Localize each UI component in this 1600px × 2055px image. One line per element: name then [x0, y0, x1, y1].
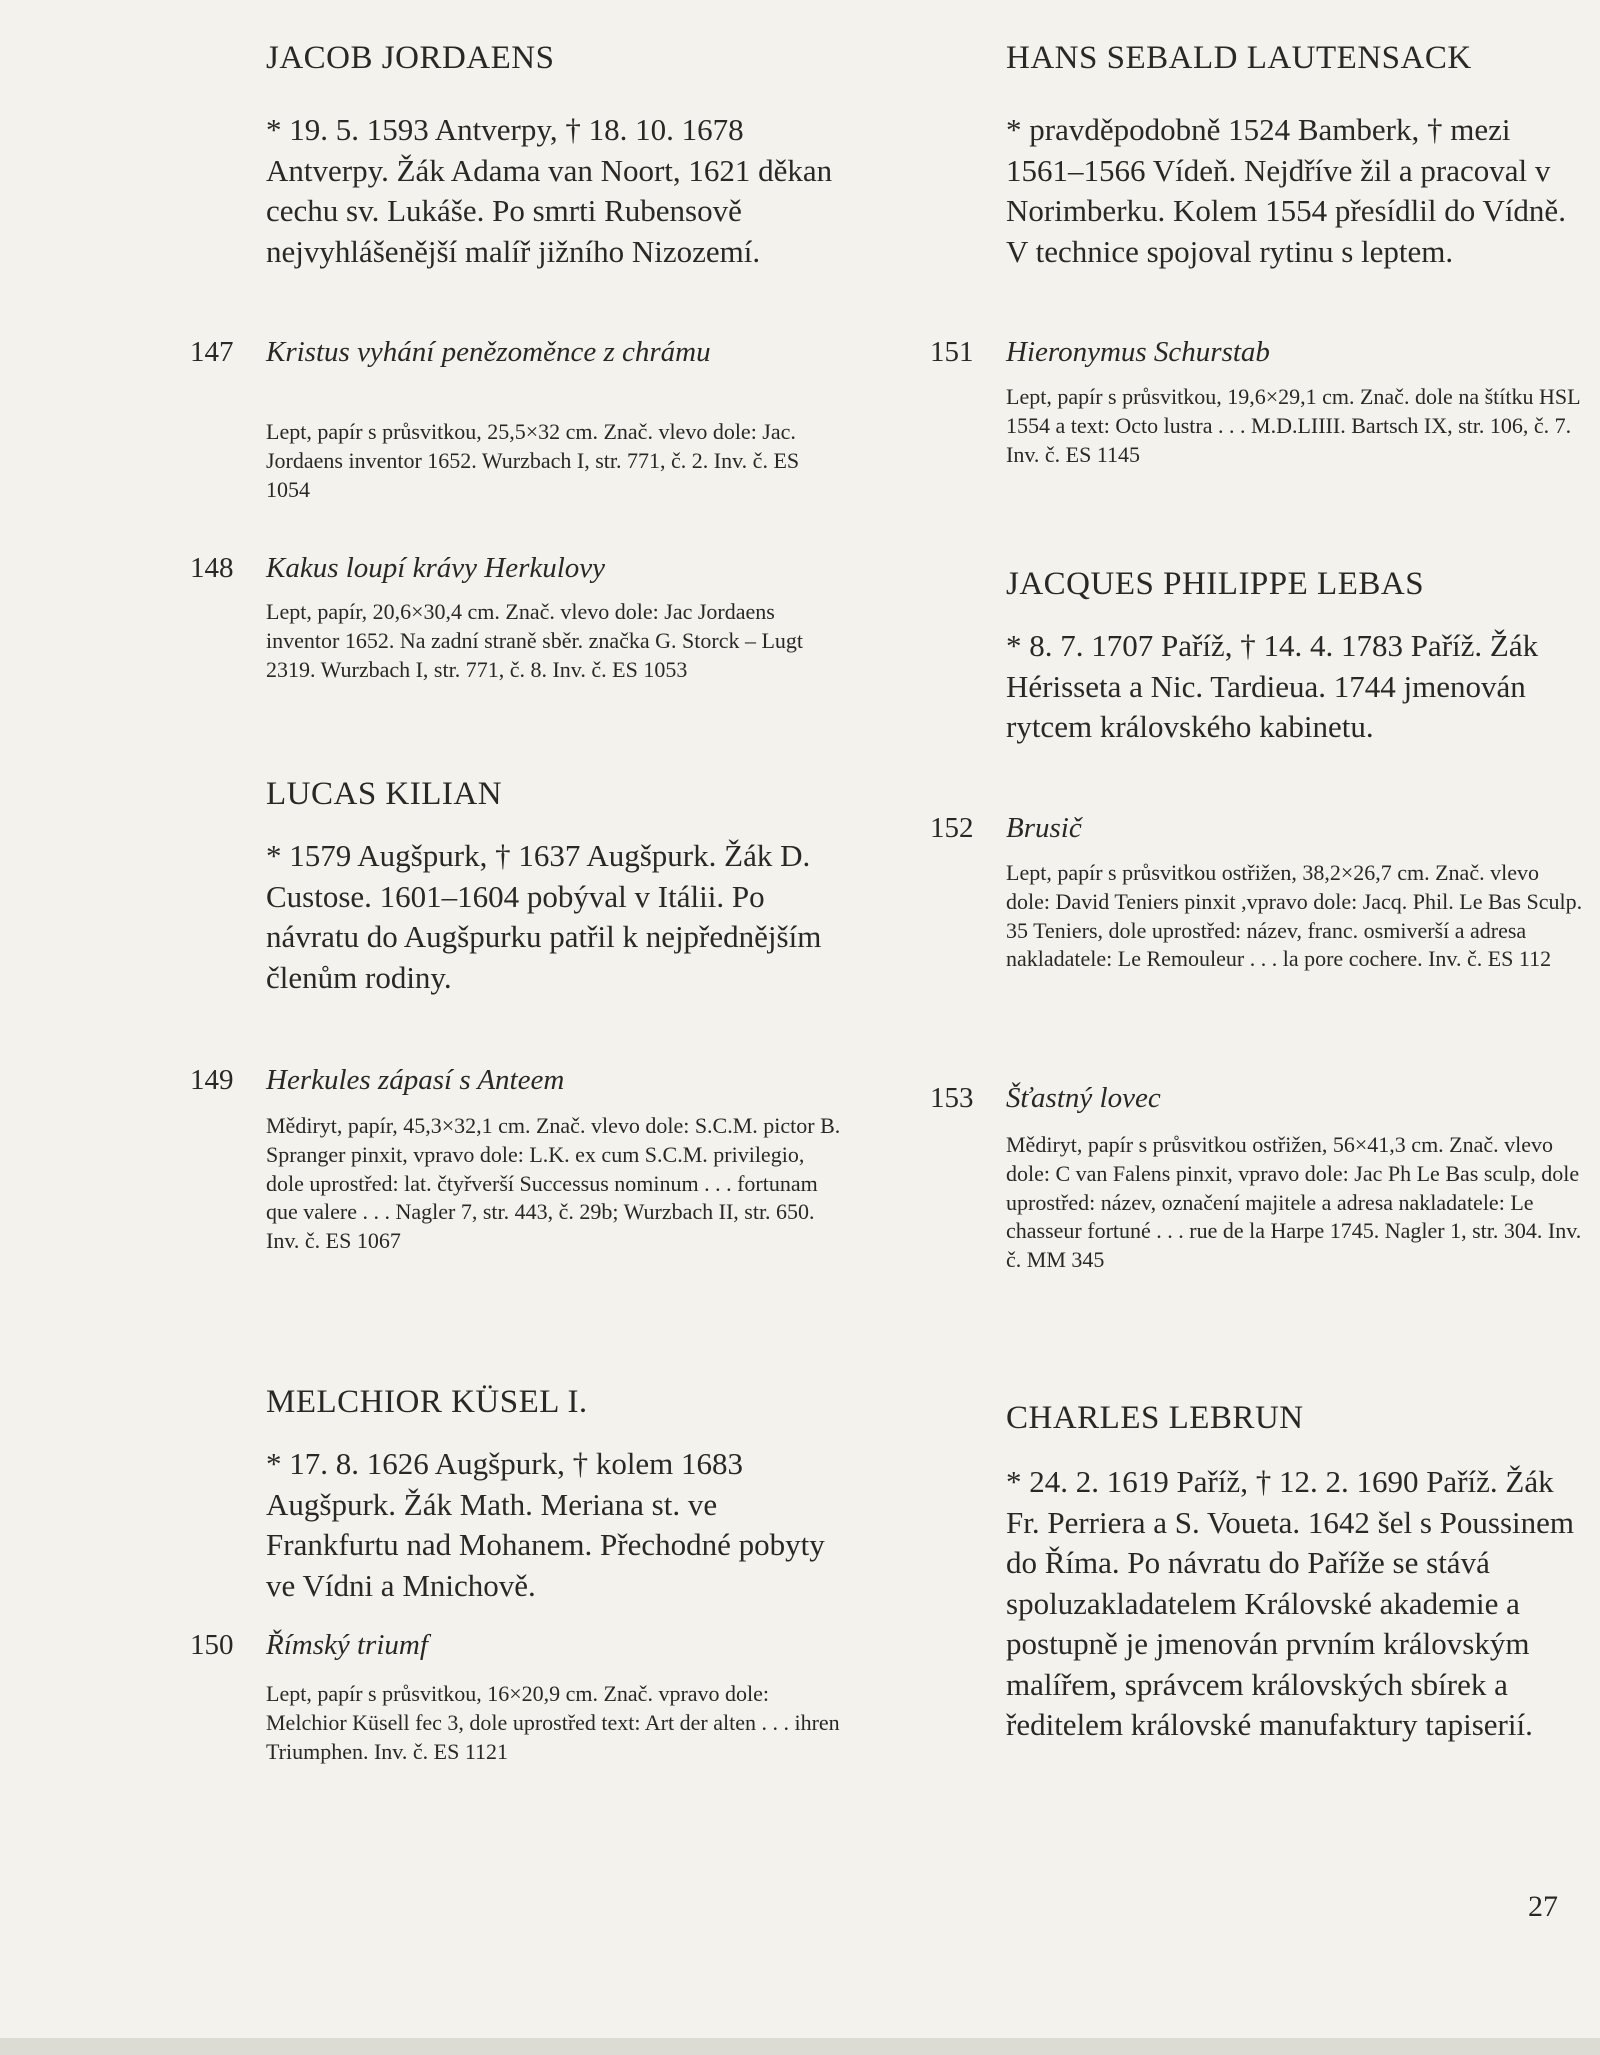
catalog-number-152: 152 [930, 812, 974, 844]
artist-bio-jordaens: * 19. 5. 1593 Antverpy, † 18. 10. 1678 Antverpy. Žák Adama van Noort, 1621 děkan cechu sv. Lukáše. Po smrti Rubensově nejvyhlášenější malíř jižního Nizozemí. [266, 112, 833, 269]
work-description-150: Lept, papír s průsvitkou, 16×20,9 cm. Znač. vpravo dole: Melchior Küsell fec 3, dole uprostřed text: Art der alten . . . ihren Triumphen. Inv. č. ES 1121 [266, 1681, 840, 1764]
work-title-153: Šťastný lovec [1006, 1082, 1161, 1114]
work-title-151: Hieronymus Schurstab [1006, 336, 1270, 368]
work-title-147: Kristus vyhání penězoměnce z chrámu [266, 336, 711, 368]
work-description-152: Lept, papír s průsvitkou ostřižen, 38,2×26,7 cm. Znač. vlevo dole: David Teniers pinxit ,vpravo dole: Jacq. Phil. Le Bas Sculp. 35 Teniers, dole uprostřed: název, franc. osmiverší a adresa nakladatele: Le Remouleur . . . la pore cochere. Inv. č. ES 112 [1006, 860, 1583, 972]
work-title-150: Římský triumf [266, 1629, 428, 1661]
artist-heading-lebrun: CHARLES LEBRUN [1006, 1400, 1304, 1436]
work-description-151: Lept, papír s průsvitkou, 19,6×29,1 cm. Znač. dole na štítku HSL 1554 a text: Octo lustra . . . M.D.LIIII. Bartsch IX, str. 106, č. 7. Inv. č. ES 1145 [1006, 384, 1580, 467]
catalog-number-148: 148 [190, 552, 234, 584]
artist-bio-lebrun: * 24. 2. 1619 Paříž, † 12. 2. 1690 Paříž. Žák Fr. Perriera a S. Voueta. 1642 šel s Poussinem do Říma. Po návratu do Paříže se stává spoluzakladatelem Královské akademie a postupně je jmenován prvním královským malířem, správcem královských sbírek a ředitelem královské manufaktury tapiserií. [1006, 1464, 1575, 1742]
artist-bio-kusel: * 17. 8. 1626 Augšpurk, † kolem 1683 Augšpurk. Žák Math. Meriana st. ve Frankfurtu nad Mohanem. Přechodné pobyty ve Vídni a Mnichově. [266, 1446, 825, 1603]
artist-bio-kilian: * 1579 Augšpurk, † 1637 Augšpurk. Žák D. Custose. 1601–1604 pobýval v Itálii. Po návratu do Augšpurku patřil k nejpřednějším členům rodiny. [266, 838, 822, 995]
page-bottom-edge [0, 2038, 1600, 2055]
work-title-148: Kakus loupí krávy Herkulovy [266, 552, 606, 584]
artist-bio-lebas: * 8. 7. 1707 Paříž, † 14. 4. 1783 Paříž. Žák Hérisseta a Nic. Tardieua. 1744 jmenován rytcem královského kabinetu. [1006, 628, 1539, 744]
catalog-number-150: 150 [190, 1629, 234, 1661]
catalog-number-153: 153 [930, 1082, 974, 1114]
artist-heading-kilian: LUCAS KILIAN [266, 776, 503, 812]
catalog-number-149: 149 [190, 1064, 234, 1096]
catalog-number-151: 151 [930, 336, 974, 368]
work-description-147: Lept, papír s průsvitkou, 25,5×32 cm. Znač. vlevo dole: Jac. Jordaens inventor 1652. Wurzbach I, str. 771, č. 2. Inv. č. ES 1054 [266, 419, 800, 502]
artist-heading-lebas: JACQUES PHILIPPE LEBAS [1006, 566, 1425, 602]
work-title-149: Herkules zápasí s Anteem [266, 1064, 565, 1096]
page-number: 27 [1528, 1890, 1558, 1923]
artist-heading-jordaens: JACOB JORDAENS [266, 40, 555, 76]
artist-heading-kusel: MELCHIOR KÜSEL I. [266, 1384, 588, 1420]
catalog-number-147: 147 [190, 336, 234, 368]
work-description-148: Lept, papír, 20,6×30,4 cm. Znač. vlevo dole: Jac Jordaens inventor 1652. Na zadní straně sběr. značka G. Storck – Lugt 2319. Wurzbach I, str. 771, č. 8. Inv. č. ES 1053 [266, 599, 804, 682]
work-description-153: Mědiryt, papír s průsvitkou ostřižen, 56×41,3 cm. Znač. vlevo dole: C van Falens pinxit, vpravo dole: Jac Ph Le Bas sculp, dole uprostřed: název, označení majitele a adresa nakladatele: Le chasseur fortuné . . . rue de la Harpe 1745. Nagler 1, str. 304. Inv. č. MM 345 [1006, 1132, 1582, 1273]
artist-bio-lautensack: * pravděpodobně 1524 Bamberk, † mezi 1561–1566 Vídeň. Nejdříve žil a pracoval v Norimberku. Kolem 1554 přesídlil do Vídně. V technice spojoval rytinu s leptem. [1006, 112, 1566, 269]
work-title-152: Brusič [1006, 812, 1082, 844]
work-description-149: Mědiryt, papír, 45,3×32,1 cm. Znač. vlevo dole: S.C.M. pictor B. Spranger pinxit, vpravo dole: L.K. ex cum S.C.M. privilegio, dole uprostřed: lat. čtyřverší Successus nominum . . . fortunam que valere . . . Nagler 7, str. 443, č. 29b; Wurzbach II, str. 650. Inv. č. ES 1067 [266, 1113, 841, 1254]
artist-heading-lautensack: HANS SEBALD LAUTENSACK [1006, 40, 1472, 76]
